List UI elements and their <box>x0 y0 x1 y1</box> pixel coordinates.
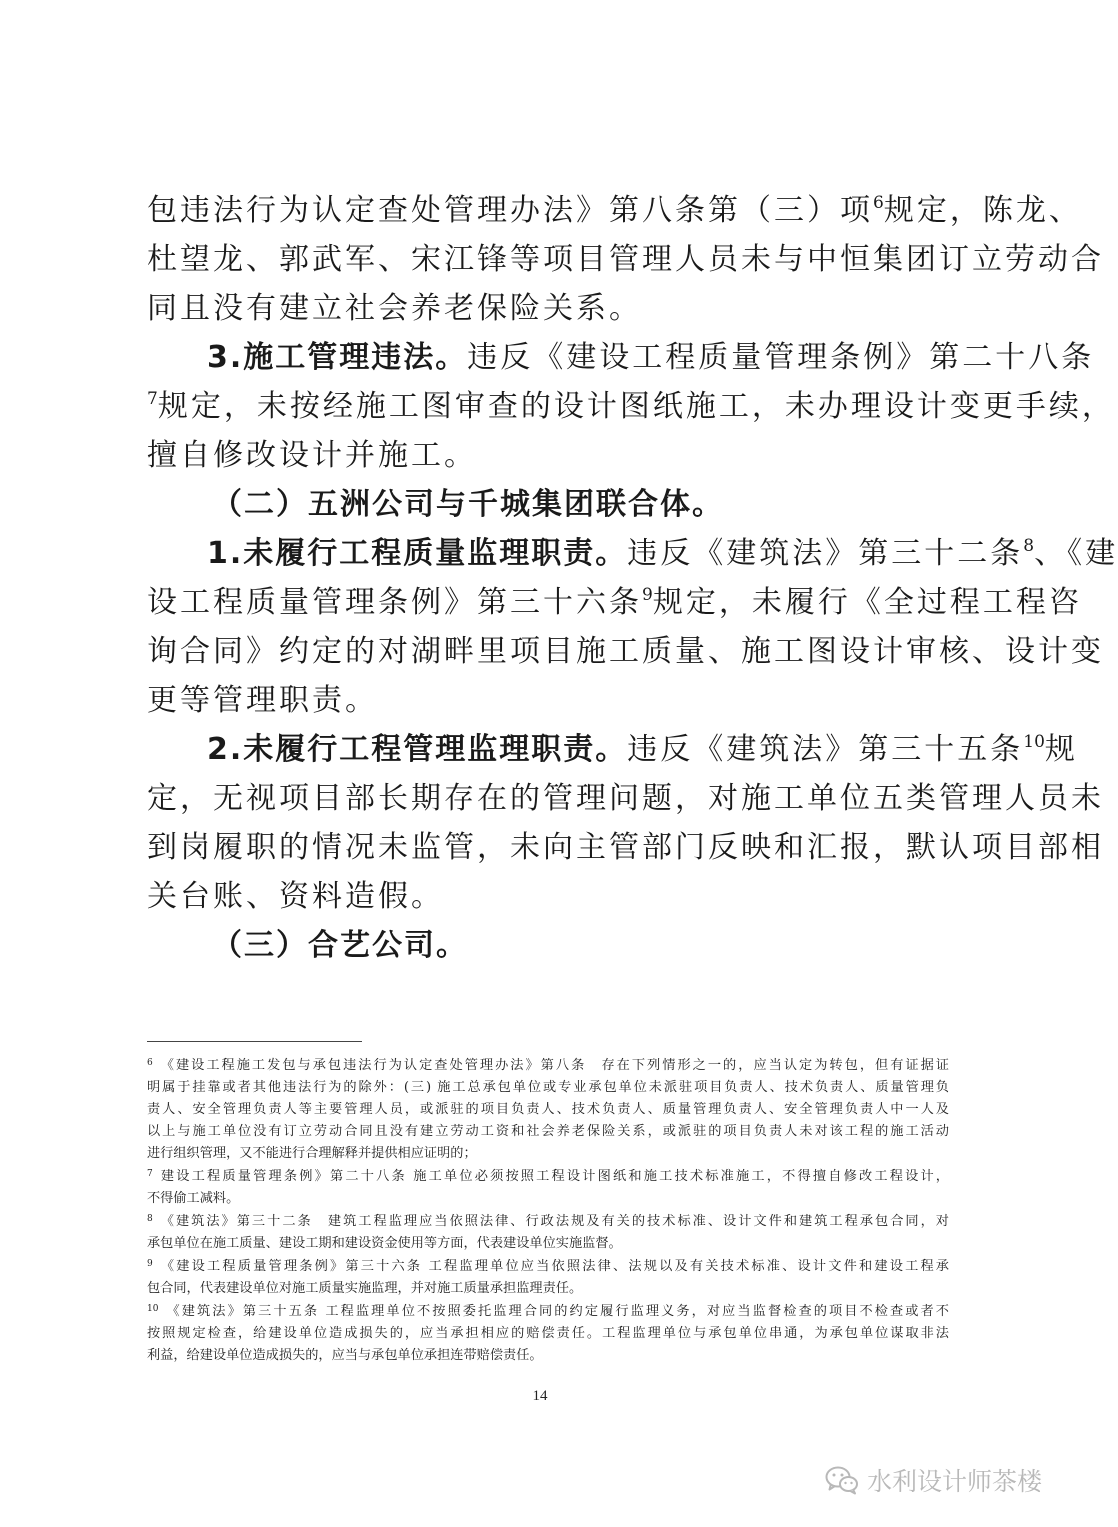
text-run: 违反《建筑法》第三十二条 <box>627 536 1024 571</box>
footnote-ref[interactable]: 9 <box>642 585 653 605</box>
p3-line-1 <box>207 534 1118 574</box>
p1-line-2: 杜望龙、郭武军、宋江锋等项目管理人员未与中恒集团订立劳动合 <box>147 242 1104 277</box>
footnote-text: 《建设工程质量管理条例》第三十六条 工程监理单位应当依照法律、法规以及有关技术标准、设计文件和建设工程承 <box>158 1259 949 1274</box>
section-title: （二）五洲公司与千城集团联合体。 <box>212 487 724 522</box>
p3-line-2 <box>147 583 1082 623</box>
footnote-text: 《建筑法》第三十二条 建筑工程监理应当依照法律、行政法规及有关的技术标准、设计文件和建筑工程承包合同，对 <box>158 1214 949 1229</box>
text-run: 规定，未履行《全过程工程咨 <box>652 585 1082 620</box>
footnote-number: 10 <box>147 1304 159 1314</box>
wechat-icon <box>825 1465 859 1495</box>
footnote-7 <box>147 1167 949 1187</box>
p4-line-1 <box>207 730 1078 770</box>
footnote-number: 8 <box>147 1214 153 1224</box>
heading-bold: 3.施工管理违法。 <box>207 340 468 375</box>
footnote-6-line: 明属于挂靠或者其他违法行为的除外：(三) 施工总承包单位或专业承包单位未派驻项目负责人、技术负责人、质量管理负 <box>147 1080 949 1095</box>
footnote-number: 7 <box>147 1169 153 1179</box>
footnote-ref[interactable]: 8 <box>1023 536 1035 556</box>
watermark <box>825 1462 1042 1498</box>
footnote-ref[interactable]: 6 <box>873 193 884 213</box>
footnote-text: 建设工程质量管理条例》第二十八条 施工单位必须按照工程设计图纸和施工技术标准施工，不得擅自修改工程设计， <box>158 1169 949 1184</box>
p1-line-3: 同且没有建立社会养老保险关系。 <box>147 291 642 326</box>
footnote-8-line: 承包单位在施工质量、建设工期和建设资金使用等方面，代表建设单位实施监督。 <box>147 1236 622 1251</box>
footnote-7-line: 不得偷工减料。 <box>147 1191 240 1206</box>
footnote-6 <box>147 1056 949 1076</box>
p1-line-1 <box>147 191 1082 231</box>
footnote-6-line: 进行组织管理，又不能进行合理解释并提供相应证明的； <box>147 1146 477 1161</box>
footnote-9-line: 包合同，代表建设单位对施工质量实施监理，并对施工质量承担监理责任。 <box>147 1281 583 1296</box>
section-heading-2 <box>212 485 724 525</box>
p2-line-2 <box>147 387 1115 427</box>
heading-bold: 2.未履行工程管理监理职责。 <box>207 732 628 767</box>
p4-line-2: 定，无视项目部长期存在的管理问题，对施工单位五类管理人员未 <box>147 781 1104 816</box>
footnote-ref[interactable]: 7 <box>147 389 158 409</box>
p4-line-3: 到岗履职的情况未监管，未向主管部门反映和汇报，默认项目部相 <box>147 830 1104 865</box>
text-run: 设工程质量管理条例》第三十六条 <box>147 585 642 620</box>
section-title: （三）合艺公司。 <box>212 928 468 963</box>
text-run: 规定，陈龙、 <box>883 193 1082 228</box>
text-run: 规 <box>1044 732 1078 767</box>
text-run: 、《建 <box>1034 536 1118 571</box>
text-run: 违反《建设工程质量管理条例》第二十八条 <box>467 340 1095 375</box>
footnote-6-line: 责人、安全管理负责人等主要管理人员，或派驻的项目负责人、技术负责人、质量管理负责人、安全管理负责人中一人及 <box>147 1102 949 1117</box>
p4-line-4: 关台账、资料造假。 <box>147 879 444 914</box>
footnote-text: 《建筑法》第三十五条 工程监理单位不按照委托监理合同的约定履行监理义务，对应当监督检查的项目不检查或者不 <box>164 1304 949 1319</box>
page-number: 14 <box>532 1388 548 1404</box>
footnote-divider <box>147 1041 362 1042</box>
p2-line-1 <box>207 338 1095 378</box>
footnote-6-line: 以上与施工单位没有订立劳动合同且没有建立劳动工资和社会养老保险关系，或派驻的项目负责人未对该工程的施工活动 <box>147 1124 949 1139</box>
watermark-text: 水利设计师茶楼 <box>866 1467 1042 1496</box>
text-run: 违反《建筑法》第三十五条 <box>627 732 1024 767</box>
text-run: 包违法行为认定查处管理办法》第八条第（三）项 <box>147 193 873 228</box>
footnote-number: 9 <box>147 1259 153 1269</box>
footnote-10-line: 按照规定检查，给建设单位造成损失的，应当承担相应的赔偿责任。工程监理单位与承包单位串通，为承包单位谋取非法 <box>147 1326 949 1341</box>
heading-bold: 1.未履行工程质量监理职责。 <box>207 536 628 571</box>
footnote-ref[interactable]: 10 <box>1023 732 1045 752</box>
p2-line-3: 擅自修改设计并施工。 <box>147 438 477 473</box>
footnote-10 <box>147 1302 949 1322</box>
section-heading-3 <box>212 926 468 966</box>
text-run: 规定，未按经施工图审查的设计图纸施工，未办理设计变更手续， <box>157 389 1115 424</box>
footnote-text: 《建设工程施工发包与承包违法行为认定查处管理办法》第八条 存在下列情形之一的，应当认定为转包，但有证据证 <box>158 1058 949 1073</box>
footnote-10-line: 利益，给建设单位造成损失的，应当与承包单位承担连带赔偿责任。 <box>147 1348 543 1363</box>
footnote-number: 6 <box>147 1058 153 1068</box>
footnote-8 <box>147 1212 949 1232</box>
footnote-9 <box>147 1257 949 1277</box>
p3-line-4: 更等管理职责。 <box>147 683 378 718</box>
p3-line-3: 询合同》约定的对湖畔里项目施工质量、施工图设计审核、设计变 <box>147 634 1104 669</box>
